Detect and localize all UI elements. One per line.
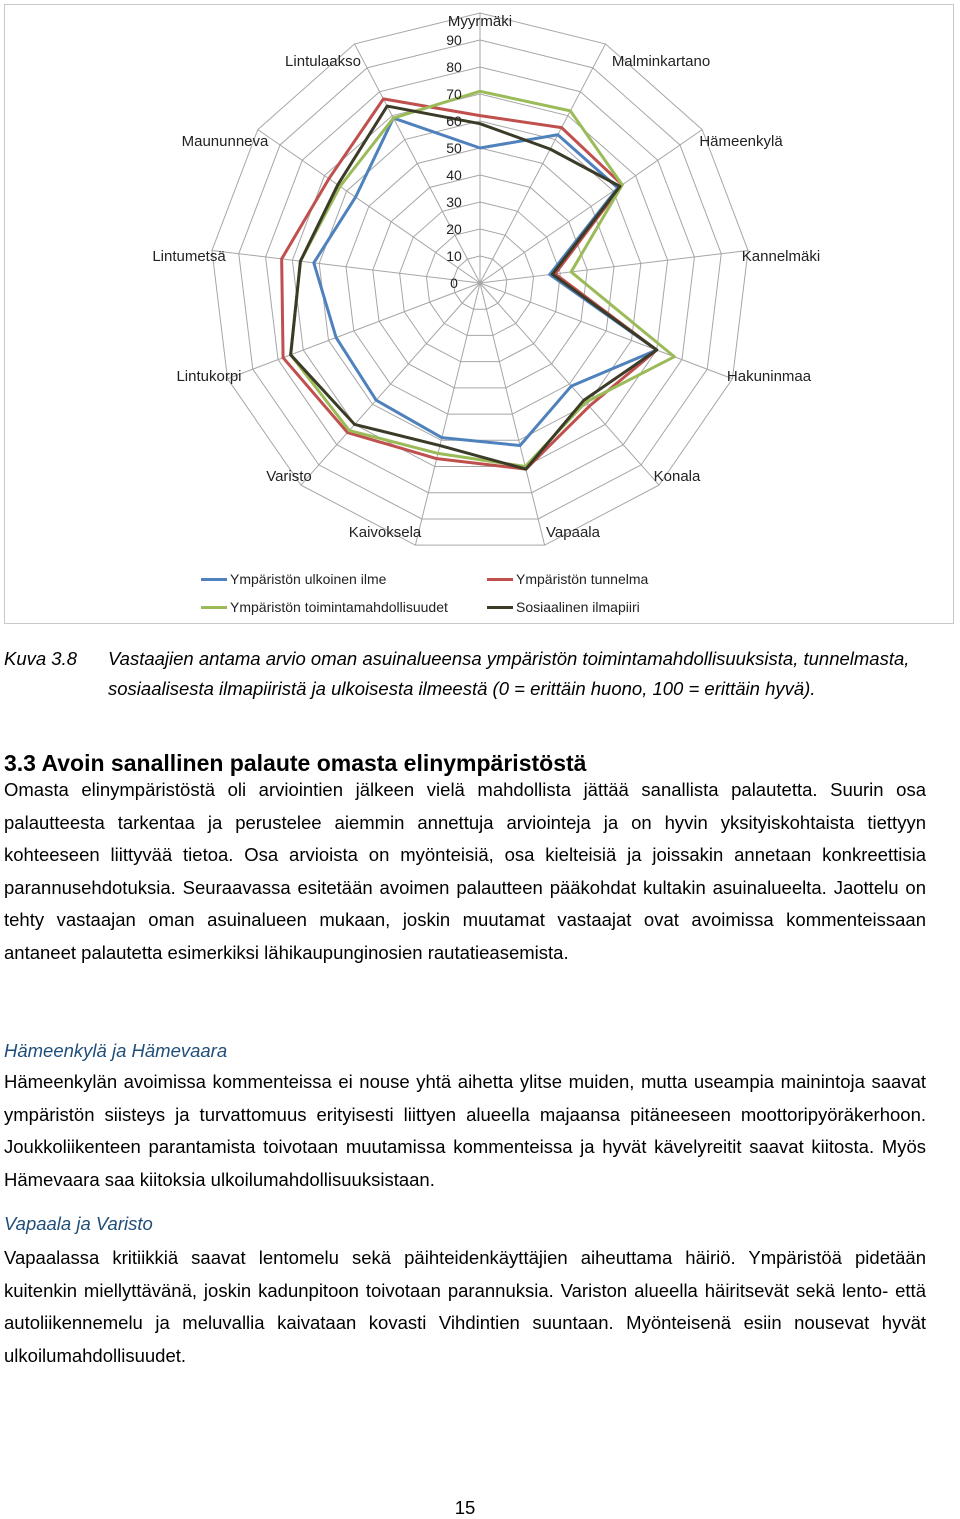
tick-label: 10 bbox=[446, 248, 462, 264]
axis-label: Maununneva bbox=[181, 133, 269, 150]
legend-swatch bbox=[201, 578, 227, 581]
legend-swatch bbox=[487, 606, 513, 609]
subheading-vapaala: Vapaala ja Varisto bbox=[4, 1213, 153, 1234]
axis-label: Hämeenkylä bbox=[699, 133, 783, 150]
axis-label: Myyrmäki bbox=[447, 13, 513, 30]
legend-item bbox=[487, 599, 640, 615]
chart-legend bbox=[201, 571, 761, 619]
grid-spoke bbox=[480, 283, 659, 485]
tick-label: 40 bbox=[446, 167, 462, 183]
series-line bbox=[291, 106, 657, 469]
paragraph-intro: Omasta elinympäristöstä oli arviointien jälkeen vielä mahdollista jättää sanallista palautetta. Suurin osa palautteesta tarkentaa ja perustelee aiemmin annettuja arviointeja ja on hyvin yksityiskohtaista tiettyyn kohteeseen liittyvää tietoa. Osa arvioista on myönteisiä, osa kielteisiä ja joissakin annetaan konkreettisia parannusehdotuksia. Seuraavassa esitetään avoimen palautteen pääkohdat kultakin asuinalueelta. Jaottelu on tehty vastaajan oman asuinalueen mukaan, joskin muutamat vastaajat ovat avoimissa kommenteissaan antaneet palautetta esimerkiksi lähikaupunginosien rautatieasemista. bbox=[4, 779, 926, 963]
figure-caption bbox=[4, 644, 934, 704]
paragraph-hameenkyla: Hämeenkylän avoimissa kommenteissa ei nouse yhtä aihetta ylitse muiden, mutta useampia mainintoja saavat ympäristön siisteys ja turvattomuus erityisesti liittyen alueella majaansa pitäneeseen moottoripyöräkerhoon. Joukkoliikenteen parantamista toivotaan muutamissa kommenteissa ja hyvät kävelyreitit saavat kiitosta. Myös Hämevaara saa kiitoksia ulkoilumahdollisuuksistaan. bbox=[4, 1071, 926, 1190]
tick-label: 30 bbox=[446, 194, 462, 210]
axis-label: Hakuninmaa bbox=[726, 368, 812, 385]
radar-chart-frame bbox=[4, 4, 954, 624]
axis-label: Malminkartano bbox=[611, 53, 711, 70]
tick-label: 60 bbox=[446, 113, 462, 129]
legend-swatch bbox=[487, 578, 513, 581]
subheading-hameenkyla: Hämeenkylä ja Hämevaara bbox=[4, 1040, 228, 1061]
tick-label: 70 bbox=[446, 86, 462, 102]
legend-label: Ympäristön toimintamahdollisuudet bbox=[230, 599, 448, 615]
axis-label: Varisto bbox=[266, 468, 312, 485]
caption-number: Kuva 3.8 bbox=[4, 648, 78, 669]
legend-label: Ympäristön ulkoinen ilme bbox=[230, 571, 387, 587]
axis-label: Lintukorpi bbox=[176, 368, 242, 385]
axis-label: Kannelmäki bbox=[741, 248, 821, 265]
tick-label: 80 bbox=[446, 59, 462, 75]
legend-item bbox=[201, 571, 386, 587]
radar-chart bbox=[5, 5, 955, 625]
axis-label: Lintumetsä bbox=[152, 248, 226, 265]
legend-item bbox=[201, 599, 448, 615]
axis-label: Kaivoksela bbox=[348, 524, 422, 541]
grid-spoke bbox=[480, 283, 732, 379]
section-title: 3.3 Avoin sanallinen palaute omasta elinympäristöstä bbox=[4, 750, 587, 776]
legend-item bbox=[487, 571, 648, 587]
tick-label: 50 bbox=[446, 140, 462, 156]
tick-label: 0 bbox=[450, 275, 458, 291]
tick-label: 90 bbox=[446, 32, 462, 48]
axis-label: Lintulaakso bbox=[285, 53, 361, 70]
axis-label: Vapaala bbox=[546, 524, 600, 541]
axis-label: Konala bbox=[653, 468, 701, 485]
legend-swatch bbox=[201, 606, 227, 609]
legend-label: Sosiaalinen ilmapiiri bbox=[516, 599, 640, 615]
legend-label: Ympäristön tunnelma bbox=[516, 571, 649, 587]
paragraph-vapaala: Vapaalassa kritiikkiä saavat lentomelu sekä päihteidenkäyttäjien aiheuttama häiriö. Ympäristöä pidetään kuitenkin miellyttävänä, joskin kadunpitoon toivotaan parannuksia. Variston alueella häiritsevät sekä lento- että autoliikennemelu ja meluvallia kaivataan kovasti Vihdintien suuntaan. Myönteisenä esiin nousevat hyvät ulkoilumahdollisuudet. bbox=[4, 1247, 926, 1366]
page-number: 15 bbox=[454, 1497, 476, 1518]
caption-text: Vastaajien antama arvio oman asuinalueensa ympäristön toimintamahdollisuuksista, tunnelmasta, sosiaalisesta ilmapiiristä ja ulkoisesta ilmeestä (0 = erittäin huono, 100 = erittäin hyvä). bbox=[108, 648, 910, 699]
tick-label: 20 bbox=[446, 221, 462, 237]
